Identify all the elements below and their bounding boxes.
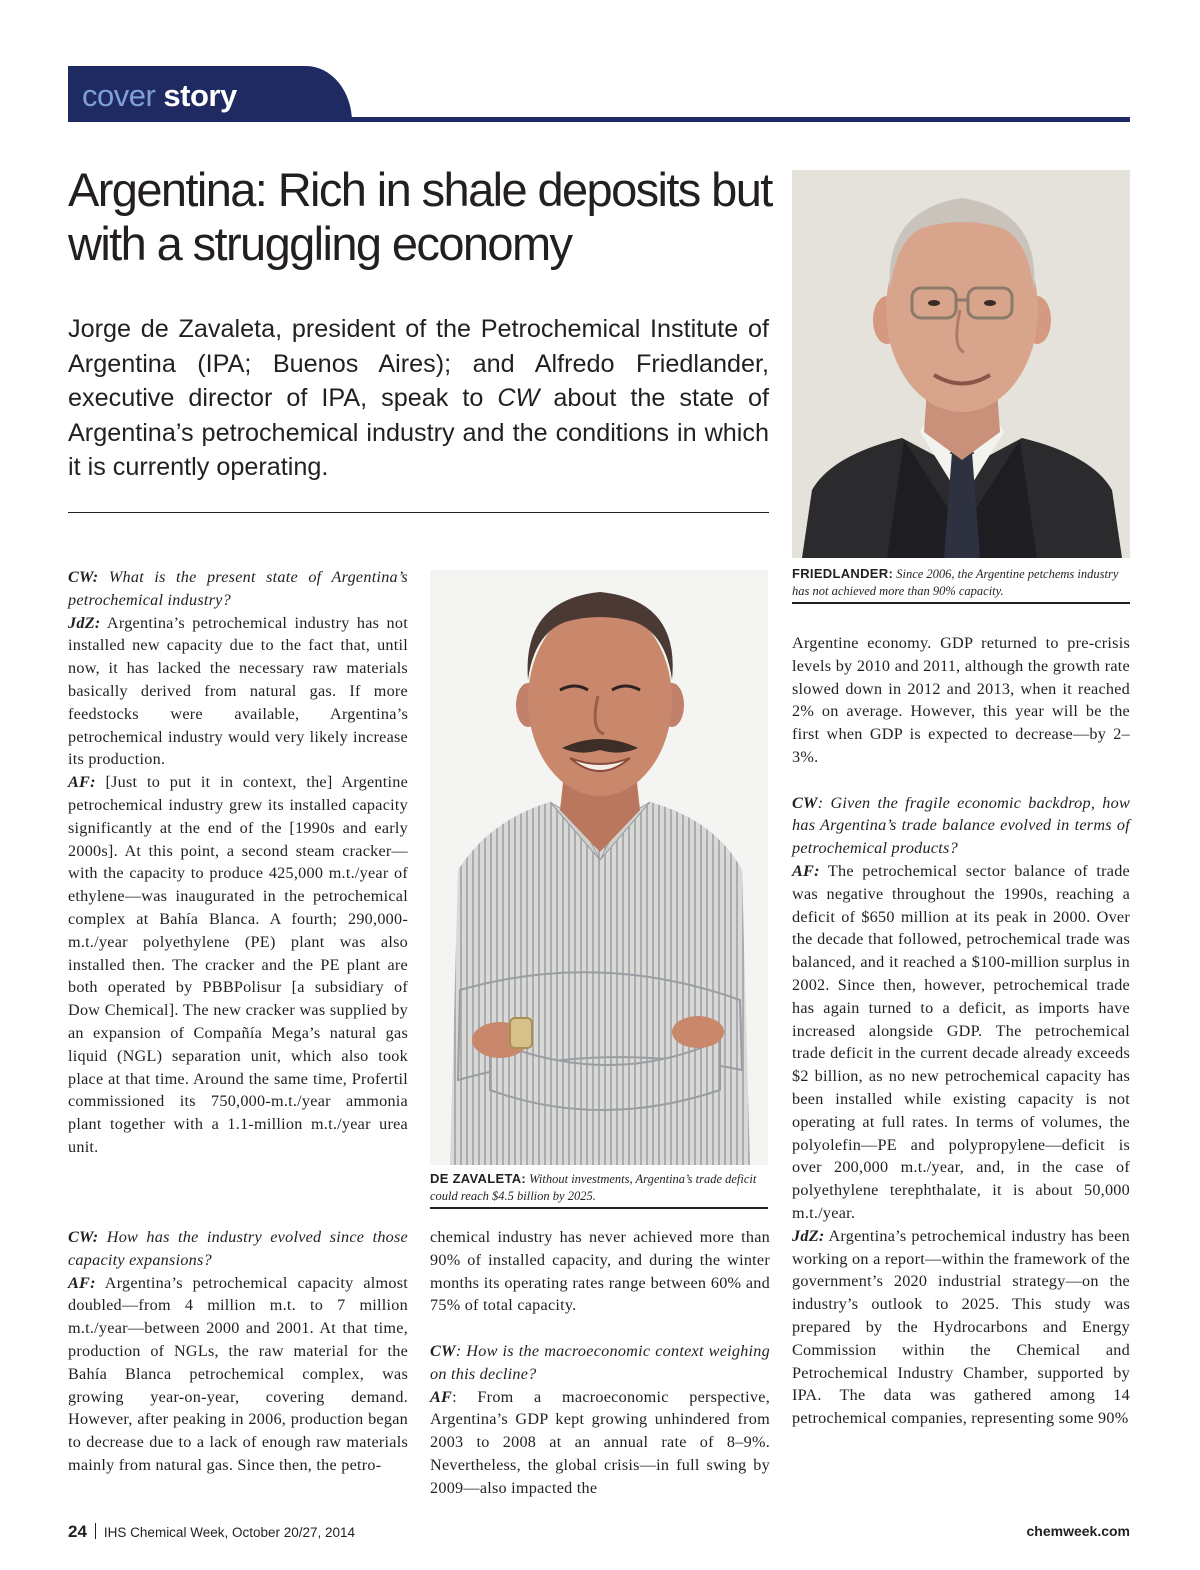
- article-headline: Argentina: Rich in shale deposits but with a struggling economy: [68, 163, 772, 270]
- deck-text-end: about the state of Argentina’s petrochemical industry and the conditions in which it is currently operating.: [68, 384, 769, 481]
- caption-friedlander-name: FRIEDLANDER:: [792, 566, 894, 581]
- speaker-label: JdZ:: [792, 1226, 825, 1245]
- footer-left: [68, 1522, 355, 1542]
- continued-paragraph: Argentine economy. GDP returned to pre-crisis levels by 2010 and 2011, although the growth rate slowed down in 2012 and 2013, when it reached 2% on average. However, this year will be the first when GDP is expected to decrease—by 2–3%.: [792, 634, 1130, 766]
- section-label-light: cover: [82, 78, 164, 113]
- body-column-3: [792, 632, 1130, 1430]
- body-column-1-lower: [68, 1226, 408, 1477]
- caption-zavaleta-name: DE ZAVALETA:: [430, 1171, 527, 1186]
- answer-text: [Just to put it in context, the] Argentine petrochemical industry grew its installed capacity significantly at the end of the [1990s and early 2000s]. At this point, a second steam cracker—with the capacity to produce 425,000 m.t./year of ethylene—was inaugurated in the petrochemical complex at Bahía Blanca. A fourth; 290,000-m.t./year polyethylene (PE) plant was also installed then. The cracker and the PE plant are both operated by PBBPolisur [a subsidiary of Dow Chemical]. The new cracker was supplied by an expansion of Compañía Mega’s natural gas liquid (NGL) separation unit, which also took place at that time. Around the same time, Profertil commissioned its 750,000-m.t./year ammonia plant together with a 1.1-million m.t./year urea unit.: [68, 773, 408, 1156]
- question-text: : How is the macroeconomic context weighing on this decline?: [430, 1341, 770, 1383]
- caption-zavaleta: [430, 1170, 768, 1205]
- portrait-zavaleta-illustration: [430, 570, 768, 1165]
- question-paragraph: [68, 566, 408, 612]
- answer-text: : From a macroeconomic perspective, Argentina’s GDP kept growing unhindered from 2003 to 2008 at an annual rate of 8–9%. Nevertheless, the global crisis—in full swing by 2009—also impacted the: [430, 1387, 770, 1497]
- caption-zavaleta-text: Without investments, Argentina’s trade deficit could reach $4.5 billion by 2025.: [430, 1172, 757, 1203]
- portrait-friedlander-illustration: [792, 170, 1130, 558]
- paragraph-gap: [430, 1317, 770, 1340]
- answer-paragraph: [792, 1225, 1130, 1430]
- caption-friedlander: [792, 565, 1130, 600]
- caption-friedlander-text: Since 2006, the Argentine petchems industry has not achieved more than 90% capacity.: [792, 567, 1119, 598]
- question-text: How has the industry evolved since those capacity expansions?: [68, 1228, 408, 1269]
- speaker-label: CW: [792, 793, 818, 812]
- page-number: 24: [68, 1522, 87, 1541]
- answer-paragraph: [68, 612, 408, 772]
- photo-friedlander: [792, 170, 1130, 558]
- deck-publication: CW: [497, 384, 540, 412]
- publication-info: IHS Chemical Week, October 20/27, 2014: [103, 1525, 356, 1540]
- section-tab: [68, 66, 352, 122]
- question-text: What is the present state of Argentina’s petrochemical industry?: [68, 568, 408, 609]
- speaker-label: CW:: [68, 568, 99, 586]
- answer-text: Argentina’s petrochemical capacity almost doubled—from 4 million m.t. to 7 million m.t./year—between 2000 and 2001. At that time, production of NGLs, the raw material for the Bahía Blanca petrochemical complex, was growing year-on-year, covering demand. However, after peaking in 2006, production began to decrease due to a lack of enough raw materials mainly from natural gas. Since then, the petro-: [68, 1273, 408, 1474]
- caption-friedlander-rule: [792, 602, 1130, 604]
- answer-paragraph: [792, 860, 1130, 1225]
- answer-paragraph: [68, 771, 408, 1159]
- photo-zavaleta: [430, 570, 768, 1165]
- speaker-label: AF:: [68, 1273, 96, 1292]
- answer-text: The petrochemical sector balance of trade was negative throughout the 1990s, reaching a deficit of $650 million at its peak in 2000. Over the decade that followed, petrochemical trade was balanced, and it reached a $100-million surplus in 2002. Since then, however, petrochemical trade has again turned to a deficit, as imports have increased alongside GDP. The petrochemical trade deficit in the current decade already exceeds $2 billion, as no new petrochemical capacity has been installed while existing capacity is not operating at full rates. In terms of volumes, the polyolefin—PE and polypropylene—deficit is over 200,000 m.t./year, and, in the case of polyethylene terephthalate, it is about 50,000 m.t./year.: [792, 861, 1130, 1222]
- body-column-1-upper: [68, 566, 408, 1159]
- caption-zavaleta-rule: [430, 1207, 768, 1209]
- speaker-label: CW:: [68, 1228, 99, 1246]
- speaker-label: AF:: [792, 861, 820, 880]
- question-text: : Given the fragile economic backdrop, how has Argentina’s trade balance evolved in terms of petrochemical products?: [792, 793, 1130, 858]
- speaker-label: CW: [430, 1341, 456, 1360]
- answer-paragraph: [430, 1386, 770, 1500]
- section-label-bold: story: [163, 78, 237, 113]
- deck-rule: [68, 512, 769, 513]
- question-paragraph: [430, 1340, 770, 1386]
- footer-separator: [95, 1523, 96, 1539]
- paragraph-gap: [792, 769, 1130, 792]
- continued-paragraph: chemical industry has never achieved more than 90% of installed capacity, and during the winter months its operating rates range between 60% and 75% of total capacity.: [430, 1228, 770, 1315]
- article-deck: [68, 312, 769, 485]
- speaker-label: AF:: [68, 773, 96, 792]
- body-column-2: [430, 1226, 770, 1500]
- answer-paragraph: [68, 1272, 408, 1477]
- question-paragraph: [792, 792, 1130, 860]
- answer-text: Argentina’s petrochemical industry has been working on a report—within the framework of the government’s 2020 industrial strategy—on the industry’s outlook to 2025. This study was prepared by the Hydrocarbons and Energy Commission within the Chemical and Petrochemical Industry Chamber, supported by IPA. The data was gathered among 14 petrochemical companies, representing some 90%: [792, 1226, 1130, 1428]
- speaker-label: AF: [430, 1387, 453, 1406]
- deck-text-start: Jorge de Zavaleta, president of the Petrochemical Institute of Argentina (IPA; Buenos Aires); and Alfredo Friedlander, executive director of IPA, speak to: [68, 315, 769, 412]
- speaker-label: JdZ:: [68, 613, 101, 632]
- answer-text: Argentina’s petrochemical industry has not installed new capacity due to the fact that, until now, it has lacked the necessary raw materials basically derived from natural gas. If more feedstocks were available, Argentina’s petrochemical industry would very likely increase its production.: [68, 613, 408, 769]
- website-link[interactable]: chemweek.com: [1026, 1523, 1130, 1539]
- question-paragraph: [68, 1226, 408, 1272]
- section-label: [82, 78, 237, 114]
- header-rule: [68, 117, 1130, 122]
